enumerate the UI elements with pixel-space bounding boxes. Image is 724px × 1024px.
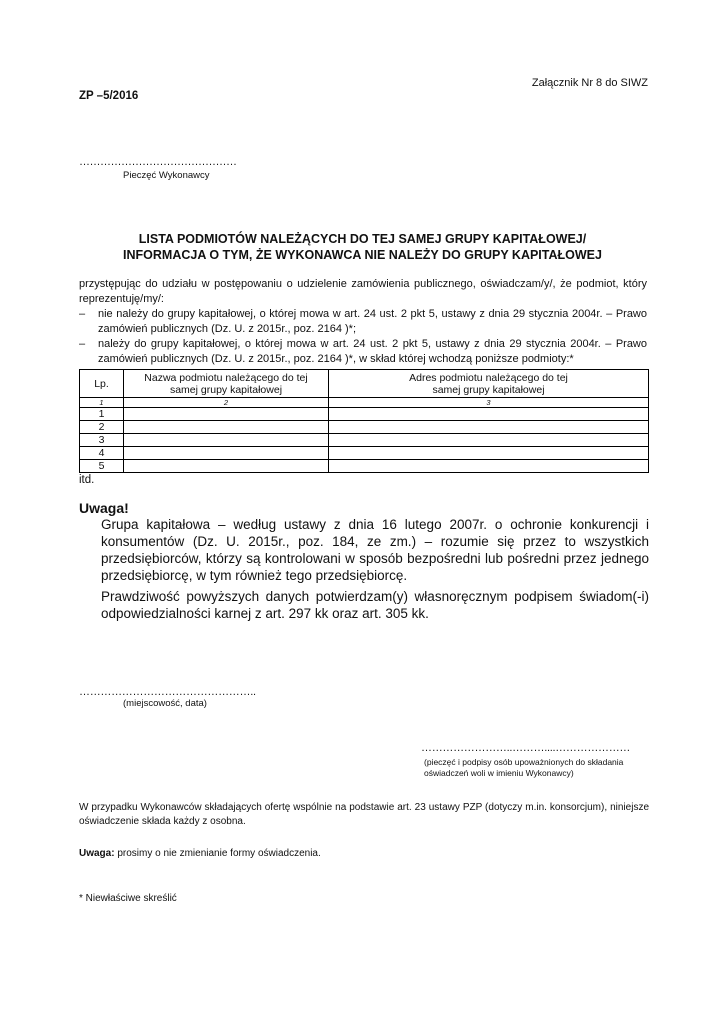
row-number: 2	[80, 421, 124, 434]
header-lp: Lp.	[80, 370, 124, 398]
name-cell[interactable]	[124, 447, 329, 460]
signature-label-line-1: (pieczęć i podpisy osób upoważnionych do składania	[424, 757, 624, 767]
index-cell: 1	[80, 398, 124, 408]
uwaga-heading: Uwaga!	[79, 500, 129, 516]
option-marker: –	[79, 338, 86, 350]
stamp-dots: ………………………………………	[79, 156, 237, 168]
option-text: nie należy do grupy kapitałowej, o której mowa w art. 24 ust. 2 pkt 5, ustawy z dnia 29 stycznia 2004r. – Prawo zamówień publicznych (Dz. U. z 2015r., poz. 2164 )*;	[98, 308, 647, 335]
table-row	[80, 421, 649, 434]
entities-table	[79, 369, 649, 473]
name-cell[interactable]	[124, 421, 329, 434]
intro-text: przystępując do udziału w postępowaniu o udzielenie zamówienia publicznego, oświadczam/y/, że podmiot, który reprezentuję/my/:	[79, 278, 647, 305]
name-cell[interactable]	[124, 408, 329, 421]
case-number: ZP –5/2016	[79, 90, 139, 102]
place-dots: …………………………………………..	[79, 686, 256, 698]
name-cell[interactable]	[124, 434, 329, 447]
option-member	[79, 337, 647, 367]
option-marker: –	[79, 308, 86, 320]
name-cell[interactable]	[124, 460, 329, 473]
row-number: 5	[80, 460, 124, 473]
attachment-label: Załącznik Nr 8 do SIWZ	[531, 77, 648, 89]
footnote: * Niewłaściwe skreślić	[79, 893, 177, 904]
place-label: (miejscowość, data)	[123, 698, 207, 709]
address-cell[interactable]	[329, 434, 649, 447]
signature-dots: ……………………..………....…………………	[421, 742, 631, 754]
row-number: 4	[80, 447, 124, 460]
header-name: Nazwa podmiotu należącego do tej samej grupy kapitałowej	[124, 370, 329, 398]
option-text: należy do grupy kapitałowej, o której mowa w art. 24 ust. 2 pkt 5, ustawy z dnia 29 stycznia 2004r. – Prawo zamówień publicznych (Dz. U. z 2015r., poz. 2164 )*, w skład której wchodzą poniższe podmioty:*	[98, 338, 647, 365]
table-row	[80, 447, 649, 460]
row-number: 1	[80, 408, 124, 421]
table-index-row	[80, 398, 649, 408]
stamp-label: Pieczęć Wykonawcy	[123, 170, 210, 181]
table-row	[80, 408, 649, 421]
document-title	[60, 231, 665, 263]
signature-label	[424, 757, 623, 779]
form-note-label: Uwaga:	[79, 848, 115, 859]
options-list	[79, 307, 647, 367]
title-line-2: INFORMACJA O TYM, ŻE WYKONAWCA NIE NALEŻY DO GRUPY KAPITAŁOWEJ	[123, 248, 602, 262]
table-header-row	[80, 370, 649, 398]
form-note	[79, 847, 321, 861]
index-cell: 2	[124, 398, 329, 408]
table-row	[80, 434, 649, 447]
table-etc: itd.	[79, 474, 95, 486]
form-note-text: prosimy o nie zmienianie formy oświadczenia.	[114, 848, 321, 859]
index-cell: 3	[329, 398, 649, 408]
address-cell[interactable]	[329, 408, 649, 421]
address-cell[interactable]	[329, 447, 649, 460]
declaration-block	[79, 277, 647, 367]
table-row	[80, 460, 649, 473]
uwaga-paragraph-2: Prawdziwość powyższych danych potwierdzam(y) własnoręcznym podpisem świadom(-i) odpowiedzialności karnej z art. 297 kk oraz art. 305 kk.	[101, 589, 649, 621]
title-line-1: LISTA PODMIOTÓW NALEŻĄCYCH DO TEJ SAMEJ GRUPY KAPITAŁOWEJ/	[138, 232, 587, 246]
signature-label-line-2: oświadczeń woli w imieniu Wykonawcy)	[424, 768, 574, 778]
option-not-member	[79, 307, 647, 337]
row-number: 3	[80, 434, 124, 447]
address-cell[interactable]	[329, 460, 649, 473]
header-address: Adres podmiotu należącego do tej samej grupy kapitałowej	[329, 370, 649, 398]
address-cell[interactable]	[329, 421, 649, 434]
consortium-note: W przypadku Wykonawców składających ofertę wspólnie na podstawie art. 23 ustawy PZP (dotyczy m.in. konsorcjum), niniejsze oświadczenie składa każdy z osobna.	[79, 802, 649, 827]
uwaga-paragraph-1: Grupa kapitałowa – według ustawy z dnia 16 lutego 2007r. o ochronie konkurencji i konsumentów (Dz. U. 2015r., poz. 184, ze zm.) – rozumie się przez to wszystkich przedsiębiorców, którzy są kontrolowani w sposób bezpośredni lub pośredni przez jednego przedsiębiorcę, w tym również tego przedsiębiorcę.	[101, 517, 649, 583]
